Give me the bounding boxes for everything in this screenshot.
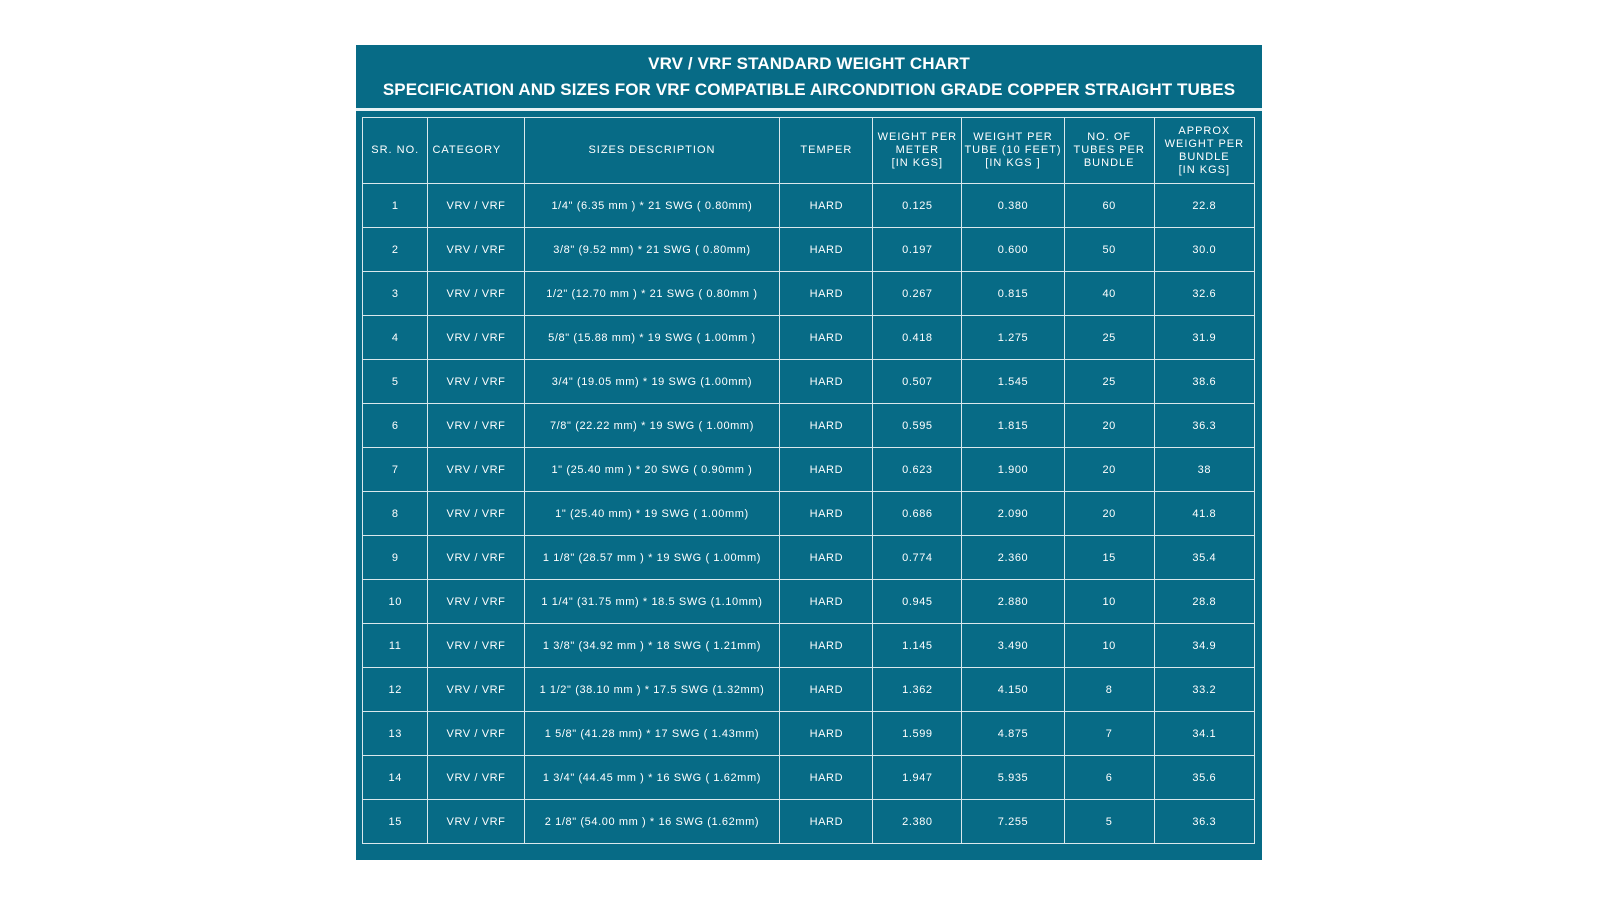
size-description-cell: 1 1/2" (38.10 mm ) * 17.5 SWG (1.32mm)	[524, 668, 780, 712]
table-row	[363, 580, 1255, 624]
weight-per-tube-cell: 0.600	[962, 228, 1064, 272]
weight-per-tube-cell: 2.360	[962, 536, 1064, 580]
weight-per-bundle-cell: 34.1	[1154, 712, 1254, 756]
size-description-cell: 1 1/8" (28.57 mm ) * 19 SWG ( 1.00mm)	[524, 536, 780, 580]
size-description-cell: 1" (25.40 mm) * 19 SWG ( 1.00mm)	[524, 492, 780, 536]
header-sr-no: SR. NO.	[363, 118, 428, 184]
sr-no-cell: 12	[363, 668, 428, 712]
temper-cell: HARD	[780, 800, 873, 844]
temper-cell: HARD	[780, 448, 873, 492]
category-cell: VRV / VRF	[428, 272, 524, 316]
category-cell: VRV / VRF	[428, 404, 524, 448]
temper-cell: HARD	[780, 536, 873, 580]
tubes-per-bundle-cell: 8	[1064, 668, 1154, 712]
weight-per-meter-cell: 0.418	[873, 316, 962, 360]
temper-cell: HARD	[780, 228, 873, 272]
weight-per-meter-cell: 0.686	[873, 492, 962, 536]
sr-no-cell: 14	[363, 756, 428, 800]
category-cell: VRV / VRF	[428, 184, 524, 228]
category-cell: VRV / VRF	[428, 228, 524, 272]
temper-cell: HARD	[780, 668, 873, 712]
sr-no-cell: 10	[363, 580, 428, 624]
sr-no-cell: 3	[363, 272, 428, 316]
header-weight-per-meter: WEIGHT PER METER [IN KGS]	[873, 118, 962, 184]
table-row	[363, 272, 1255, 316]
header-category: CATEGORY	[428, 118, 524, 184]
sr-no-cell: 1	[363, 184, 428, 228]
sr-no-cell: 13	[363, 712, 428, 756]
tubes-per-bundle-cell: 10	[1064, 580, 1154, 624]
header-temper: TEMPER	[780, 118, 873, 184]
weight-per-bundle-cell: 38.6	[1154, 360, 1254, 404]
table-row	[363, 360, 1255, 404]
tubes-per-bundle-cell: 20	[1064, 404, 1154, 448]
weight-per-meter-cell: 1.947	[873, 756, 962, 800]
weight-per-meter-cell: 0.945	[873, 580, 962, 624]
weight-per-meter-cell: 1.145	[873, 624, 962, 668]
category-cell: VRV / VRF	[428, 624, 524, 668]
category-cell: VRV / VRF	[428, 668, 524, 712]
header-weight-per-tube: WEIGHT PER TUBE (10 FEET) [IN KGS ]	[962, 118, 1064, 184]
size-description-cell: 1/2" (12.70 mm ) * 21 SWG ( 0.80mm )	[524, 272, 780, 316]
size-description-cell: 1 1/4" (31.75 mm) * 18.5 SWG (1.10mm)	[524, 580, 780, 624]
weight-per-meter-cell: 1.599	[873, 712, 962, 756]
size-description-cell: 1 3/4" (44.45 mm ) * 16 SWG ( 1.62mm)	[524, 756, 780, 800]
weight-per-meter-cell: 0.595	[873, 404, 962, 448]
spec-table	[362, 117, 1255, 844]
weight-per-bundle-cell: 36.3	[1154, 800, 1254, 844]
weight-per-meter-cell: 2.380	[873, 800, 962, 844]
weight-per-tube-cell: 1.815	[962, 404, 1064, 448]
weight-per-bundle-cell: 32.6	[1154, 272, 1254, 316]
weight-chart-panel	[356, 45, 1262, 860]
sr-no-cell: 11	[363, 624, 428, 668]
weight-per-bundle-cell: 38	[1154, 448, 1254, 492]
table-header-row	[363, 118, 1255, 184]
chart-subtitle: SPECIFICATION AND SIZES FOR VRF COMPATIBLE AIRCONDITION GRADE COPPER STRAIGHT TUBES	[382, 80, 1236, 99]
sr-no-cell: 7	[363, 448, 428, 492]
weight-per-tube-cell: 0.380	[962, 184, 1064, 228]
table-row	[363, 184, 1255, 228]
category-cell: VRV / VRF	[428, 536, 524, 580]
tubes-per-bundle-cell: 10	[1064, 624, 1154, 668]
table-row	[363, 624, 1255, 668]
weight-per-tube-cell: 7.255	[962, 800, 1064, 844]
size-description-cell: 3/4" (19.05 mm) * 19 SWG (1.00mm)	[524, 360, 780, 404]
temper-cell: HARD	[780, 624, 873, 668]
weight-per-tube-cell: 4.875	[962, 712, 1064, 756]
weight-per-bundle-cell: 22.8	[1154, 184, 1254, 228]
category-cell: VRV / VRF	[428, 448, 524, 492]
tubes-per-bundle-cell: 20	[1064, 492, 1154, 536]
weight-per-bundle-cell: 36.3	[1154, 404, 1254, 448]
table-row	[363, 756, 1255, 800]
table-row	[363, 492, 1255, 536]
weight-per-tube-cell: 2.880	[962, 580, 1064, 624]
weight-per-tube-cell: 1.275	[962, 316, 1064, 360]
weight-per-bundle-cell: 35.6	[1154, 756, 1254, 800]
weight-per-tube-cell: 2.090	[962, 492, 1064, 536]
weight-per-bundle-cell: 28.8	[1154, 580, 1254, 624]
header-tubes-per-bundle: NO. OF TUBES PER BUNDLE	[1064, 118, 1154, 184]
weight-per-tube-cell: 4.150	[962, 668, 1064, 712]
tubes-per-bundle-cell: 40	[1064, 272, 1154, 316]
table-row	[363, 448, 1255, 492]
temper-cell: HARD	[780, 404, 873, 448]
tubes-per-bundle-cell: 25	[1064, 316, 1154, 360]
table-row	[363, 668, 1255, 712]
weight-per-tube-cell: 0.815	[962, 272, 1064, 316]
table-row	[363, 316, 1255, 360]
temper-cell: HARD	[780, 272, 873, 316]
weight-per-tube-cell: 5.935	[962, 756, 1064, 800]
temper-cell: HARD	[780, 184, 873, 228]
weight-per-meter-cell: 0.125	[873, 184, 962, 228]
sr-no-cell: 6	[363, 404, 428, 448]
title-divider	[356, 108, 1262, 111]
weight-per-meter-cell: 0.623	[873, 448, 962, 492]
weight-per-bundle-cell: 41.8	[1154, 492, 1254, 536]
temper-cell: HARD	[780, 360, 873, 404]
sr-no-cell: 5	[363, 360, 428, 404]
weight-per-meter-cell: 0.267	[873, 272, 962, 316]
table-row	[363, 404, 1255, 448]
weight-per-tube-cell: 3.490	[962, 624, 1064, 668]
weight-per-bundle-cell: 33.2	[1154, 668, 1254, 712]
category-cell: VRV / VRF	[428, 316, 524, 360]
sr-no-cell: 2	[363, 228, 428, 272]
sr-no-cell: 15	[363, 800, 428, 844]
weight-per-bundle-cell: 31.9	[1154, 316, 1254, 360]
tubes-per-bundle-cell: 6	[1064, 756, 1154, 800]
table-row	[363, 228, 1255, 272]
temper-cell: HARD	[780, 316, 873, 360]
weight-per-bundle-cell: 34.9	[1154, 624, 1254, 668]
weight-per-meter-cell: 0.197	[873, 228, 962, 272]
weight-per-tube-cell: 1.900	[962, 448, 1064, 492]
weight-per-bundle-cell: 35.4	[1154, 536, 1254, 580]
temper-cell: HARD	[780, 756, 873, 800]
category-cell: VRV / VRF	[428, 360, 524, 404]
chart-title: VRV / VRF STANDARD WEIGHT CHART	[648, 54, 970, 73]
header-weight-per-bundle: APPROX WEIGHT PER BUNDLE [IN KGS]	[1154, 118, 1254, 184]
size-description-cell: 7/8" (22.22 mm) * 19 SWG ( 1.00mm)	[524, 404, 780, 448]
category-cell: VRV / VRF	[428, 712, 524, 756]
sr-no-cell: 4	[363, 316, 428, 360]
size-description-cell: 1 5/8" (41.28 mm) * 17 SWG ( 1.43mm)	[524, 712, 780, 756]
size-description-cell: 5/8" (15.88 mm) * 19 SWG ( 1.00mm )	[524, 316, 780, 360]
sr-no-cell: 8	[363, 492, 428, 536]
tubes-per-bundle-cell: 60	[1064, 184, 1154, 228]
tubes-per-bundle-cell: 50	[1064, 228, 1154, 272]
category-cell: VRV / VRF	[428, 580, 524, 624]
temper-cell: HARD	[780, 492, 873, 536]
tubes-per-bundle-cell: 5	[1064, 800, 1154, 844]
category-cell: VRV / VRF	[428, 800, 524, 844]
tubes-per-bundle-cell: 25	[1064, 360, 1154, 404]
weight-per-meter-cell: 0.774	[873, 536, 962, 580]
size-description-cell: 2 1/8" (54.00 mm ) * 16 SWG (1.62mm)	[524, 800, 780, 844]
tubes-per-bundle-cell: 20	[1064, 448, 1154, 492]
sr-no-cell: 9	[363, 536, 428, 580]
tubes-per-bundle-cell: 15	[1064, 536, 1154, 580]
size-description-cell: 1" (25.40 mm ) * 20 SWG ( 0.90mm )	[524, 448, 780, 492]
category-cell: VRV / VRF	[428, 492, 524, 536]
chart-title-block	[356, 45, 1262, 108]
header-sizes-description: SIZES DESCRIPTION	[524, 118, 780, 184]
weight-per-bundle-cell: 30.0	[1154, 228, 1254, 272]
size-description-cell: 3/8" (9.52 mm) * 21 SWG ( 0.80mm)	[524, 228, 780, 272]
tubes-per-bundle-cell: 7	[1064, 712, 1154, 756]
weight-per-meter-cell: 0.507	[873, 360, 962, 404]
table-row	[363, 800, 1255, 844]
weight-per-tube-cell: 1.545	[962, 360, 1064, 404]
size-description-cell: 1/4" (6.35 mm ) * 21 SWG ( 0.80mm)	[524, 184, 780, 228]
temper-cell: HARD	[780, 580, 873, 624]
category-cell: VRV / VRF	[428, 756, 524, 800]
size-description-cell: 1 3/8" (34.92 mm ) * 18 SWG ( 1.21mm)	[524, 624, 780, 668]
temper-cell: HARD	[780, 712, 873, 756]
weight-per-meter-cell: 1.362	[873, 668, 962, 712]
table-row	[363, 712, 1255, 756]
table-row	[363, 536, 1255, 580]
